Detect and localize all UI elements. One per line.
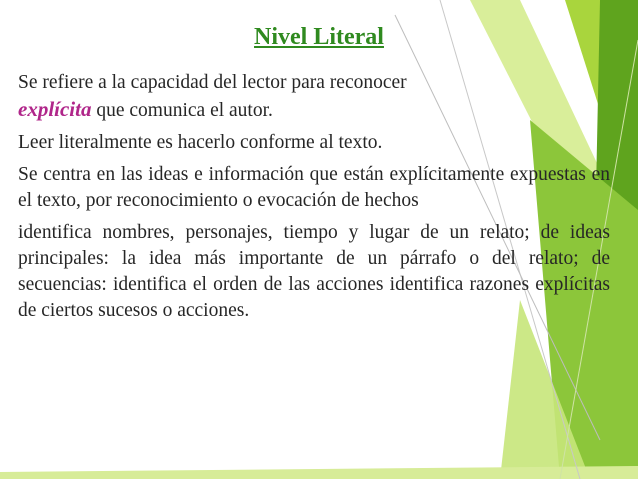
facet-bottom-strip bbox=[0, 466, 638, 479]
paragraph-definition bbox=[18, 70, 610, 124]
paragraph-focus: Se centra en las ideas e información que están explícitamente expuestas en el texto, por reconocimiento o evocación de hechos bbox=[18, 164, 610, 211]
slide-content bbox=[18, 70, 610, 330]
paragraph-literal-reading: Leer literalmente es hacerlo conforme al texto. bbox=[18, 132, 383, 153]
paragraph-definition-start: Se refiere a la capacidad del lector para reconocer bbox=[18, 72, 407, 93]
emphasis-explicita: explícita bbox=[18, 97, 92, 121]
paragraph-definition-end: que comunica el autor. bbox=[91, 100, 273, 121]
paragraph-identifies: identifica nombres, personajes, tiempo y lugar de un relato; de ideas principales: la idea más importante de un párrafo o del relato; de secuencias: identifica el orden de las acciones identifica razones explícitas de ciertos sucesos o acciones. bbox=[18, 222, 610, 321]
slide-title: Nivel Literal bbox=[254, 24, 384, 50]
